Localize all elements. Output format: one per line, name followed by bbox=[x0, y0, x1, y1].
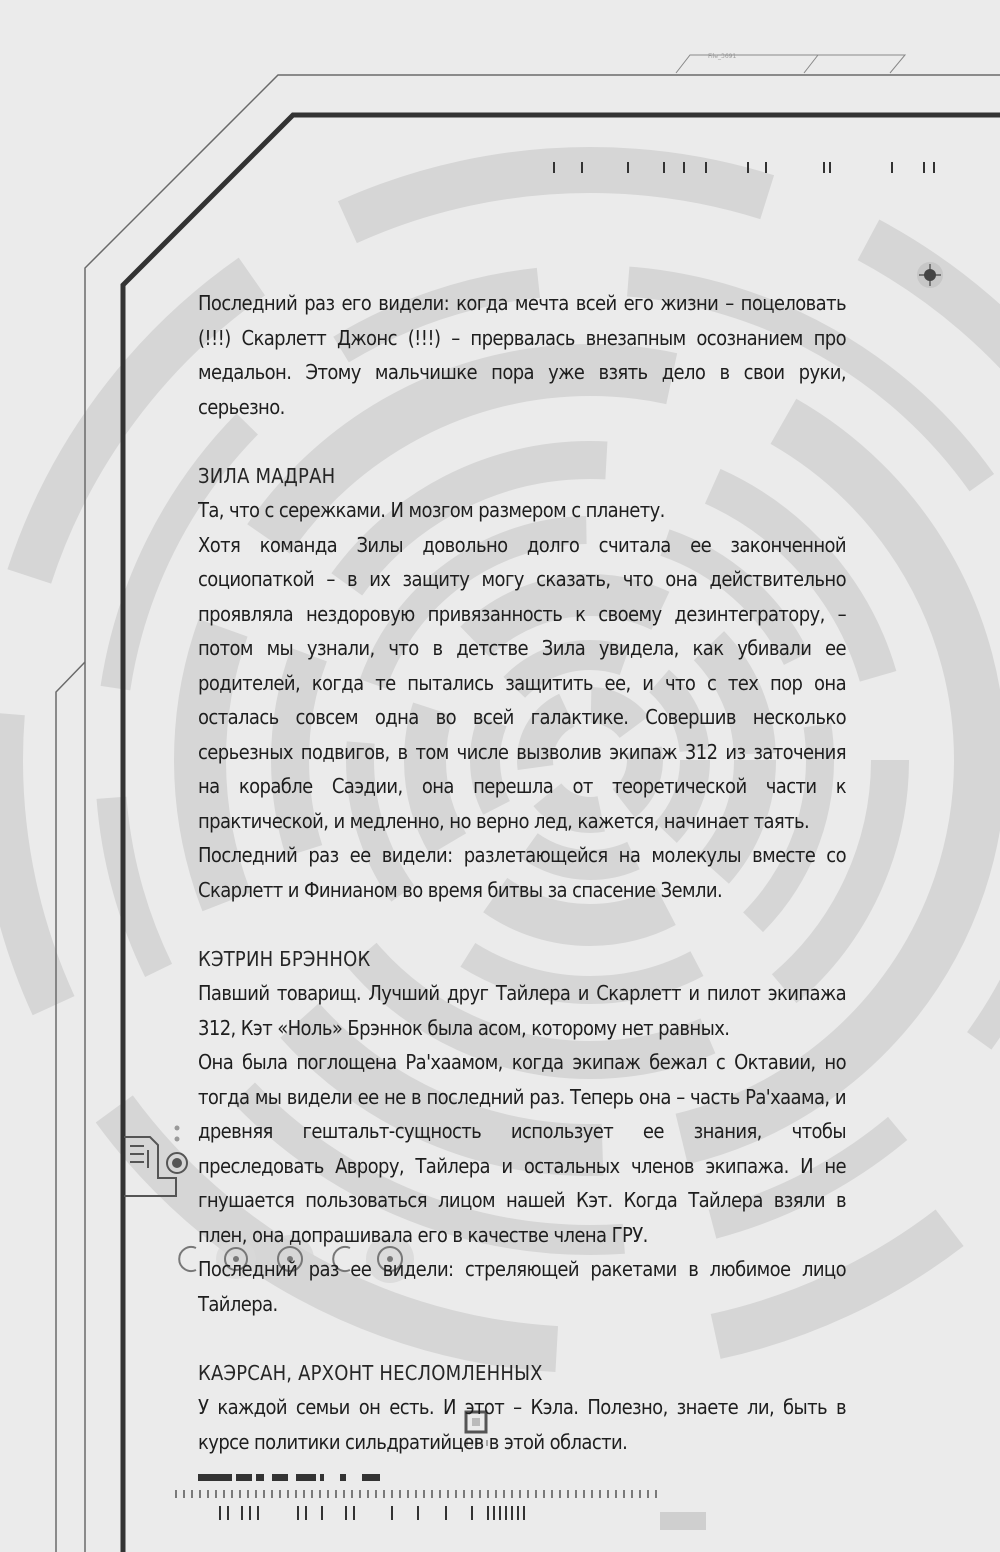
section-kat bbox=[198, 942, 846, 1322]
section-prev-character bbox=[198, 286, 846, 424]
paragraph: Хотя команда Зилы довольно долго считала ее законченной социопаткой – в их защиту могу сказать, что она действительно проявляла нездоровую привязанность к своему дезинтегратору, – потом мы узнали, что в детстве Зила увидела, как убивали ее родителей, когда те пытались защитить ее, и что с тех пор она осталась совсем одна во всей галактике. Совершив несколько серьезных подвигов, в том числе вызволив экипаж 312 из заточения на корабле Саэдии, она перешла от теоретической части к практической, и медленно, но верно лед, кажется, начинает таять. bbox=[198, 532, 846, 833]
text-content bbox=[198, 286, 846, 1459]
file-label: File_3691 bbox=[708, 53, 737, 60]
section-heading: КАЭРСАН, АРХОНТ НЕСЛОМЛЕННЫХ bbox=[198, 1360, 543, 1385]
bottom-barcode bbox=[176, 1474, 706, 1530]
paragraph: Последний раз ее видели: разлетающейся на молекулы вместе со Скарлетт и Финианом во время битвы за спасение Земли. bbox=[198, 843, 846, 902]
paragraph: Она была поглощена Ра'хаамом, когда экипаж бежал с Октавии, но тогда мы видели ее не в последний раз. Теперь она – часть Ра'хаама, и древняя гештальт-сущность использует ее знания, чтобы преследовать Аврору, Тайлера и остальных членов экипажа. И не гнушается пользоваться лицом нашей Кэт. Когда Тайлера взяли в плен, она допрашивала его в качестве члена ГРУ. bbox=[198, 1050, 846, 1247]
paragraph: Последний раз ее видели: стреляющей ракетами в любимое лицо Тайлера. bbox=[198, 1257, 846, 1316]
outer-frame-lower bbox=[56, 662, 85, 1552]
section-zila bbox=[198, 459, 846, 908]
section-kaersan bbox=[198, 1356, 846, 1460]
paragraph: Та, что с сережками. И мозгом размером с планету. bbox=[198, 498, 665, 522]
paragraph: Павший товарищ. Лучший друг Тайлера и Скарлетт и пилот экипажа 312, Кэт «Ноль» Брэннок была асом, которому нет равных. bbox=[198, 981, 846, 1040]
paragraph: У каждой семьи он есть. И этот – Кэла. Полезно, знаете ли, быть в курсе политики сильдратийцев в этой области. bbox=[198, 1395, 846, 1454]
paragraph: Последний раз его видели: когда мечта всей его жизни – поцеловать (!!!) Скарлетт Джонс (!!!) – прервалась внезапным осознанием про медальон. Этому мальчишке пора уже взять дело в свои руки, серьезно. bbox=[198, 291, 846, 419]
crosshair-icon bbox=[917, 262, 943, 288]
section-heading: ЗИЛА МАДРАН bbox=[198, 463, 336, 488]
section-heading: КЭТРИН БРЭННОК bbox=[198, 946, 371, 971]
